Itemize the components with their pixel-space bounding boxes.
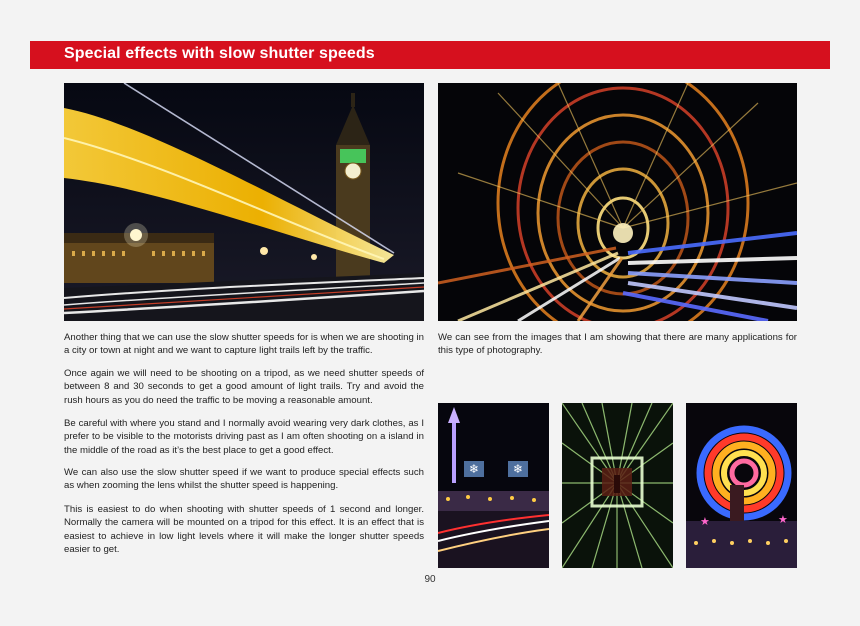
body-paragraph-5: This is easiest to do when shooting with shutter speeds of 1 second and longer. Normally the camera will be mounted on a tripod for this effect. It is an effect that is easiest to achieve in low light levels where it will make the longer shutter speeds easier to get. bbox=[64, 504, 424, 556]
svg-text:★: ★ bbox=[700, 515, 710, 528]
big-ben-light-trails-photo bbox=[64, 83, 424, 321]
svg-text:❄: ❄ bbox=[512, 462, 524, 476]
body-paragraph-2: Once again we will need to be shooting on a tripod, as we need shutter speeds of between 8 and 30 seconds to get a good amount of light trails. Try and avoid the rush hours as you do need the traffic to be moving a reasonable amount. bbox=[64, 368, 424, 406]
svg-text:★: ★ bbox=[778, 513, 788, 526]
right-paragraph: We can see from the images that I am showing that there are many applications for this type of photography. bbox=[438, 332, 797, 357]
illuminated-street-photo bbox=[438, 403, 549, 568]
body-paragraph-4: We can also use the slow shutter speed if we want to produce special effects such as when zooming the lens whilst the shutter speed is happening. bbox=[64, 467, 424, 492]
ferris-wheel-zoom-photo bbox=[438, 83, 797, 321]
page-number: 90 bbox=[424, 574, 436, 585]
body-paragraph-1: Another thing that we can use the slow shutter speeds for is when we are shooting in a city or town at night and we want to capture light trails left by the traffic. bbox=[64, 332, 424, 357]
zoom-burst-green-photo bbox=[562, 403, 673, 568]
section-header-bar bbox=[30, 41, 830, 69]
section-title: Special effects with slow shutter speeds bbox=[64, 45, 375, 62]
svg-text:❄: ❄ bbox=[468, 462, 480, 476]
body-paragraph-3: Be careful with where you stand and I normally avoid wearing very dark clothes, as I prefer to be visible to the motorists driving past as I am often shooting on a island in the middle of the road as it’s the best place to get a good effect. bbox=[64, 418, 424, 456]
spinning-ride-photo bbox=[686, 403, 797, 568]
